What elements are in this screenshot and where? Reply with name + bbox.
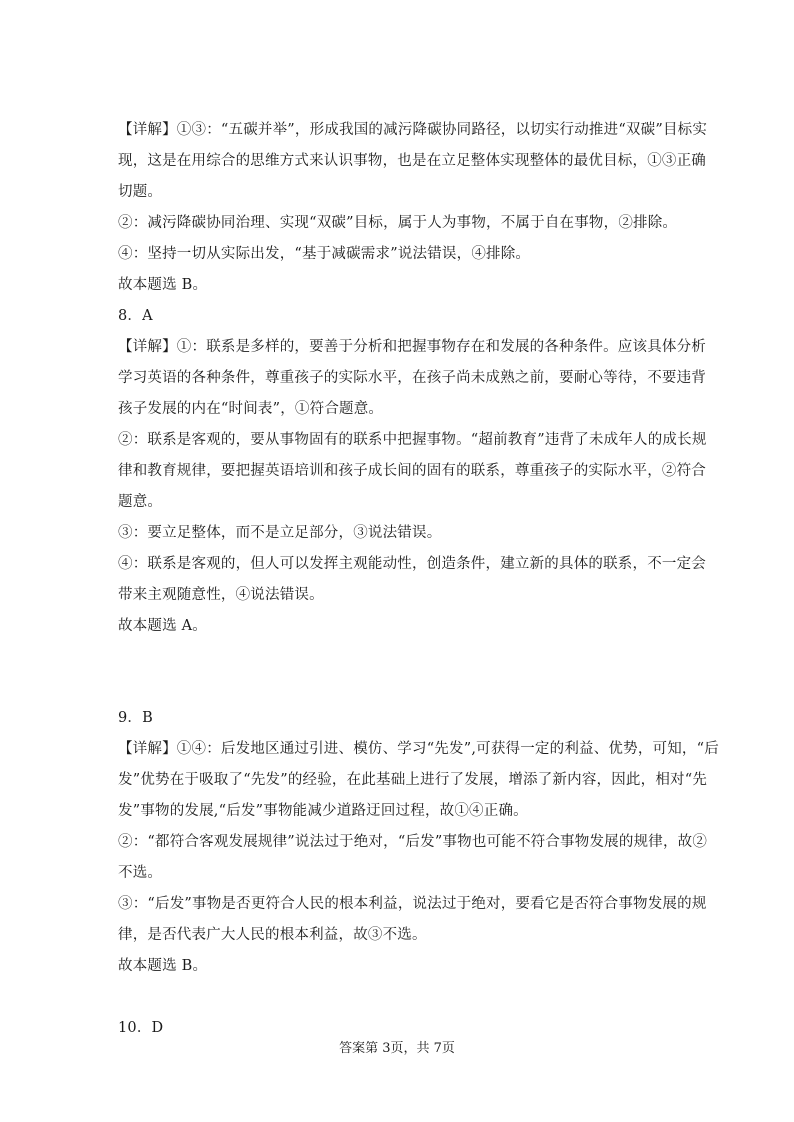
q9-explanation-line-5: 不选。 — [118, 865, 163, 881]
q9-explanation-line-6: ③：“后发”事物是否更符合人民的根本利益，说法过于绝对，要看它是否符合事物发展的规 — [118, 896, 707, 912]
q9-answer: 9．B — [118, 710, 153, 726]
q9-explanation-line-2: 发”优势在于吸取了“先发”的经验，在此基础上进行了发展，增添了新内容，因此，相对“先 — [118, 772, 708, 788]
q8-answer: 8．A — [118, 308, 153, 324]
q7-explanation-line-2: 现，这是在用综合的思维方式来认识事物，也是在立足整体实现整体的最优目标，①③正确 — [118, 153, 706, 169]
q8-explanation-line-1: 【详解】①：联系是多样的，要善于分析和把握事物存在和发展的各种条件。应该具体分析 — [118, 339, 706, 355]
q8-explanation-line-8: ④：联系是客观的，但人可以发挥主观能动性，创造条件，建立新的具体的联系，不一定会 — [118, 556, 706, 572]
q10-answer: 10．D — [118, 1020, 164, 1036]
q9-explanation-line-3: 发”事物的发展,“后发”事物能减少道路迂回过程，故①④正确。 — [118, 803, 528, 819]
q8-explanation-line-3: 孩子发展的内在“时间表”，①符合题意。 — [118, 401, 384, 417]
q7-explanation-line-1: 【详解】①③：“五碳并举”，形成我国的减污降碳协同路径，以切实行动推进“双碳”目标实 — [118, 122, 708, 138]
q8-explanation-line-4: ②：联系是客观的，要从事物固有的联系中把握事物。“超前教育”违背了未成年人的成长规 — [118, 432, 707, 448]
q7-explanation-line-3: 切题。 — [118, 184, 163, 200]
q7-explanation-line-5: ④：坚持一切从实际出发，“基于减碳需求”说法错误，④排除。 — [118, 246, 531, 262]
q7-conclusion: 故本题选 B。 — [118, 277, 208, 293]
q8-explanation-line-9: 带来主观随意性，④说法错误。 — [118, 587, 324, 603]
q8-explanation-line-5: 律和教育规律，要把握英语培训和孩子成长间的固有的联系，尊重孩子的实际水平，②符合 — [118, 463, 706, 479]
q7-explanation-line-4: ②：减污降碳协同治理、实现“双碳”目标，属于人为事物，不属于自在事物，②排除。 — [118, 215, 678, 231]
q8-explanation-line-2: 学习英语的各种条件，尊重孩子的实际水平，在孩子尚未成熟之前，要耐心等待，不要违背 — [118, 370, 706, 386]
q8-conclusion: 故本题选 A。 — [118, 618, 207, 634]
q9-conclusion: 故本题选 B。 — [118, 958, 208, 974]
q8-explanation-line-6: 题意。 — [118, 494, 163, 510]
q9-explanation-line-7: 律，是否代表广大人民的根本利益，故③不选。 — [118, 927, 427, 943]
q8-explanation-line-7: ③：要立足整体，而不是立足部分，③说法错误。 — [118, 525, 442, 541]
page-footer: 答案第 3页，共 7页 — [339, 1041, 455, 1056]
q9-explanation-line-4: ②：“都符合客观发展规律”说法过于绝对，“后发”事物也可能不符合事物发展的规律，故② — [118, 834, 708, 850]
q9-explanation-line-1: 【详解】①④：后发地区通过引进、模仿、学习“先发”,可获得一定的利益、优势，可知，“后 — [118, 741, 719, 757]
